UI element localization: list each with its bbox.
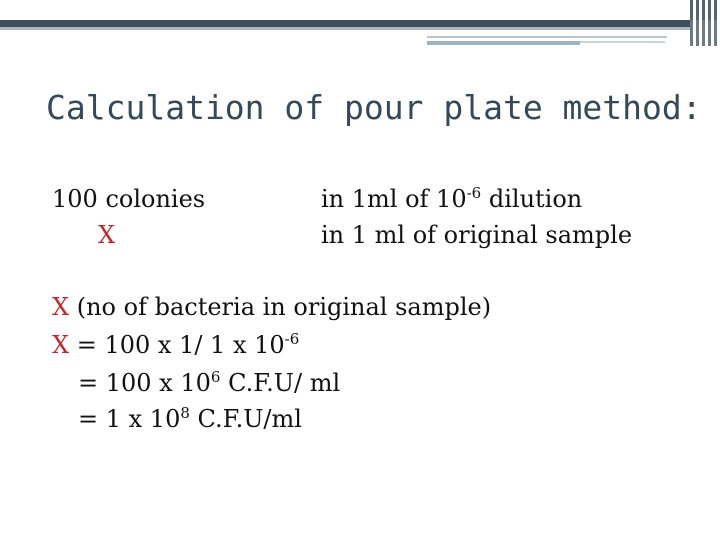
header-bar-thin [0, 27, 700, 30]
formula-x: X [52, 293, 70, 321]
formula-text: = 100 x 10 [78, 369, 211, 397]
formula-exponent: 6 [210, 368, 221, 386]
formula-exponent: -6 [284, 330, 300, 348]
slide-title: Calculation of pour plate method: [46, 88, 702, 127]
header-accent [427, 36, 667, 38]
formula-line-1 [52, 292, 491, 322]
row1-right-exponent: -6 [466, 184, 482, 202]
formula-text: = 100 x 1/ 1 x 10 [69, 331, 285, 359]
header-accent [427, 41, 580, 45]
formula-unit: C.F.U/ml [189, 405, 302, 433]
header-bar [0, 20, 700, 27]
formula-line-4 [78, 404, 302, 434]
formula-text: (no of bacteria in original sample) [69, 293, 492, 321]
header-accent [580, 41, 665, 43]
formula-exponent: 8 [180, 404, 190, 422]
formula-line-2 [52, 330, 299, 360]
formula-x: X [52, 331, 70, 359]
row1-right-suffix: dilution [481, 185, 583, 213]
corner-decoration-top [690, 0, 720, 20]
formula-line-3 [78, 368, 340, 398]
row2-right: in 1 ml of original sample [321, 221, 633, 249]
row1-left: 100 colonies [52, 185, 206, 213]
formula-unit: C.F.U/ ml [220, 369, 341, 397]
row1-right-text: in 1ml of 10 [321, 185, 467, 213]
row2-x: X [98, 221, 116, 249]
row1-right [321, 184, 582, 214]
formula-text: = 1 x 10 [78, 405, 181, 433]
